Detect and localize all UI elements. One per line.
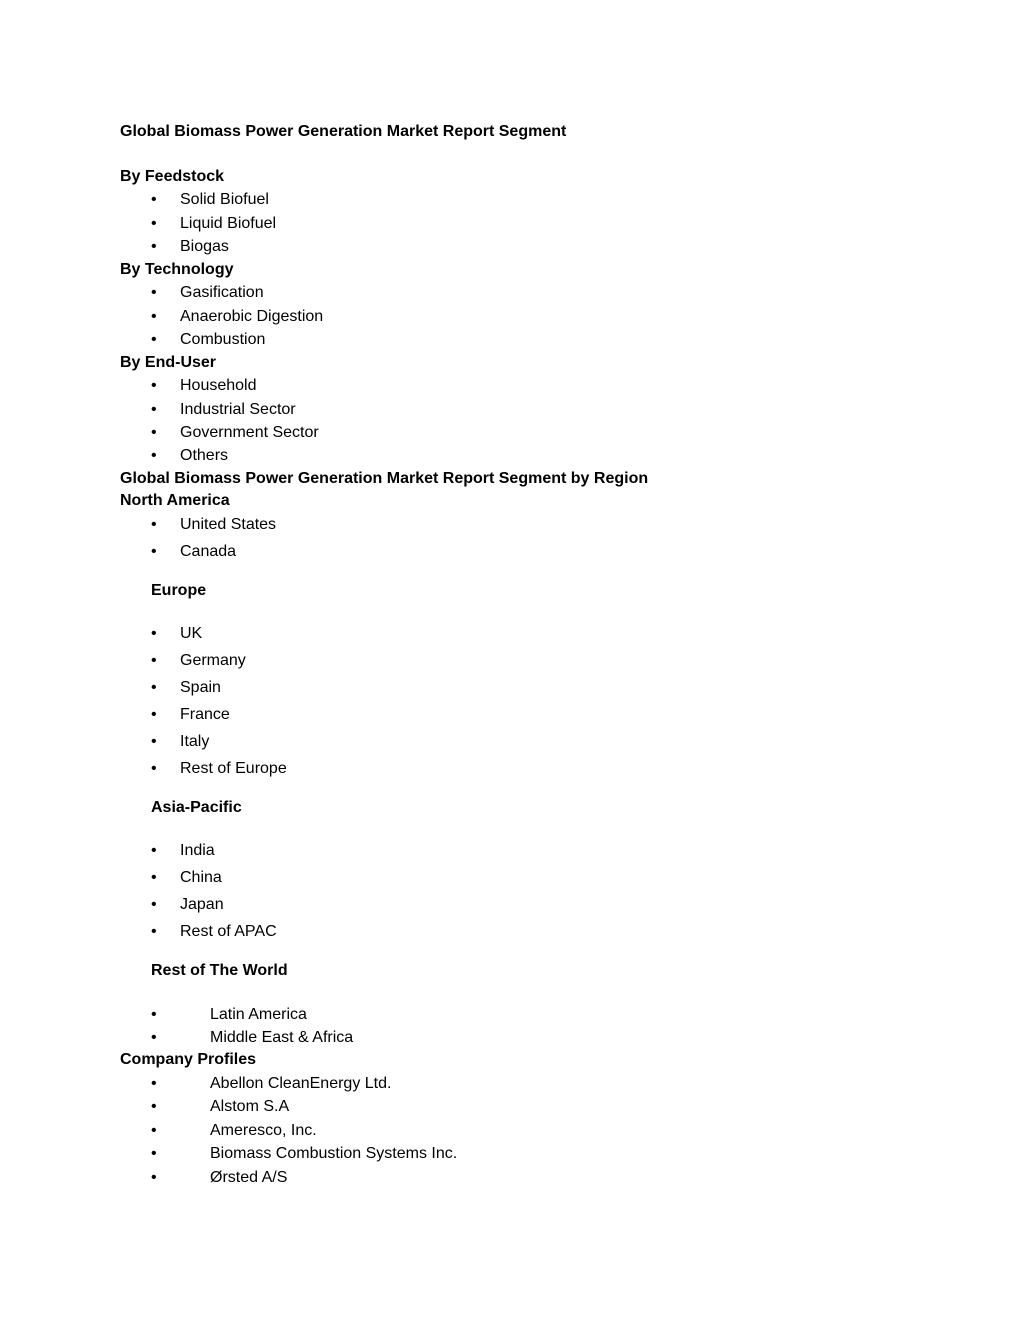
bullet-icon: • xyxy=(151,284,157,301)
list-item: Italy xyxy=(180,733,210,750)
bullet-icon: • xyxy=(151,706,157,723)
section-heading-technology: By Technology xyxy=(120,261,234,278)
list-item: Abellon CleanEnergy Ltd. xyxy=(210,1075,392,1092)
bullet-icon: • xyxy=(151,760,157,777)
list-item: United States xyxy=(180,516,277,533)
bullet-icon: • xyxy=(151,331,157,348)
list-item: Gasification xyxy=(180,284,264,301)
bullet-icon: • xyxy=(151,377,157,394)
bullet-icon: • xyxy=(151,733,157,750)
bullet-icon: • xyxy=(151,869,157,886)
list-item: Alstom S.A xyxy=(210,1098,290,1115)
region-heading-rest-of-world: Rest of The World xyxy=(151,962,288,979)
bullet-icon: • xyxy=(151,1029,157,1046)
bullet-icon: • xyxy=(151,238,157,255)
list-item: China xyxy=(180,869,222,886)
list-item: Combustion xyxy=(180,331,266,348)
bullet-icon: • xyxy=(151,896,157,913)
list-item: Canada xyxy=(180,543,237,560)
bullet-icon: • xyxy=(151,1145,157,1162)
bullet-icon: • xyxy=(151,447,157,464)
list-item: Ameresco, Inc. xyxy=(210,1122,317,1139)
bullet-icon: • xyxy=(151,923,157,940)
bullet-icon: • xyxy=(151,1122,157,1139)
bullet-icon: • xyxy=(151,308,157,325)
region-heading-asia-pacific: Asia-Pacific xyxy=(151,799,242,816)
section-heading-feedstock: By Feedstock xyxy=(120,168,225,185)
bullet-icon: • xyxy=(151,1098,157,1115)
list-item: France xyxy=(180,706,230,723)
region-section-title: Global Biomass Power Generation Market Report Segment by Region xyxy=(120,470,649,487)
list-item: Others xyxy=(180,447,229,464)
section-heading-end-user: By End-User xyxy=(120,354,217,371)
list-item: Germany xyxy=(180,652,246,669)
list-item: Spain xyxy=(180,679,221,696)
bullet-icon: • xyxy=(151,424,157,441)
region-heading-north-america: North America xyxy=(120,492,230,509)
bullet-icon: • xyxy=(151,191,157,208)
bullet-icon: • xyxy=(151,543,157,560)
bullet-icon: • xyxy=(151,1075,157,1092)
bullet-icon: • xyxy=(151,679,157,696)
list-item: Latin America xyxy=(210,1006,307,1023)
bullet-icon: • xyxy=(151,1169,157,1186)
list-item: Anaerobic Digestion xyxy=(180,308,324,325)
list-item: Rest of APAC xyxy=(180,923,277,940)
list-item: Government Sector xyxy=(180,424,319,441)
bullet-icon: • xyxy=(151,215,157,232)
list-item: Industrial Sector xyxy=(180,401,296,418)
document-title: Global Biomass Power Generation Market Report Segment xyxy=(120,123,567,140)
list-item: Household xyxy=(180,377,257,394)
bullet-icon: • xyxy=(151,516,157,533)
bullet-icon: • xyxy=(151,652,157,669)
list-item: Biomass Combustion Systems Inc. xyxy=(210,1145,458,1162)
list-item: Ørsted A/S xyxy=(210,1169,288,1186)
list-item: Liquid Biofuel xyxy=(180,215,277,232)
list-item: India xyxy=(180,842,215,859)
section-heading-company-profiles: Company Profiles xyxy=(120,1051,257,1068)
list-item: Japan xyxy=(180,896,224,913)
list-item: Middle East & Africa xyxy=(210,1029,354,1046)
bullet-icon: • xyxy=(151,401,157,418)
bullet-icon: • xyxy=(151,625,157,642)
bullet-icon: • xyxy=(151,1006,157,1023)
list-item: Biogas xyxy=(180,238,229,255)
list-item: Rest of Europe xyxy=(180,760,287,777)
list-item: Solid Biofuel xyxy=(180,191,269,208)
bullet-icon: • xyxy=(151,842,157,859)
region-heading-europe: Europe xyxy=(151,582,207,599)
list-item: UK xyxy=(180,625,203,642)
